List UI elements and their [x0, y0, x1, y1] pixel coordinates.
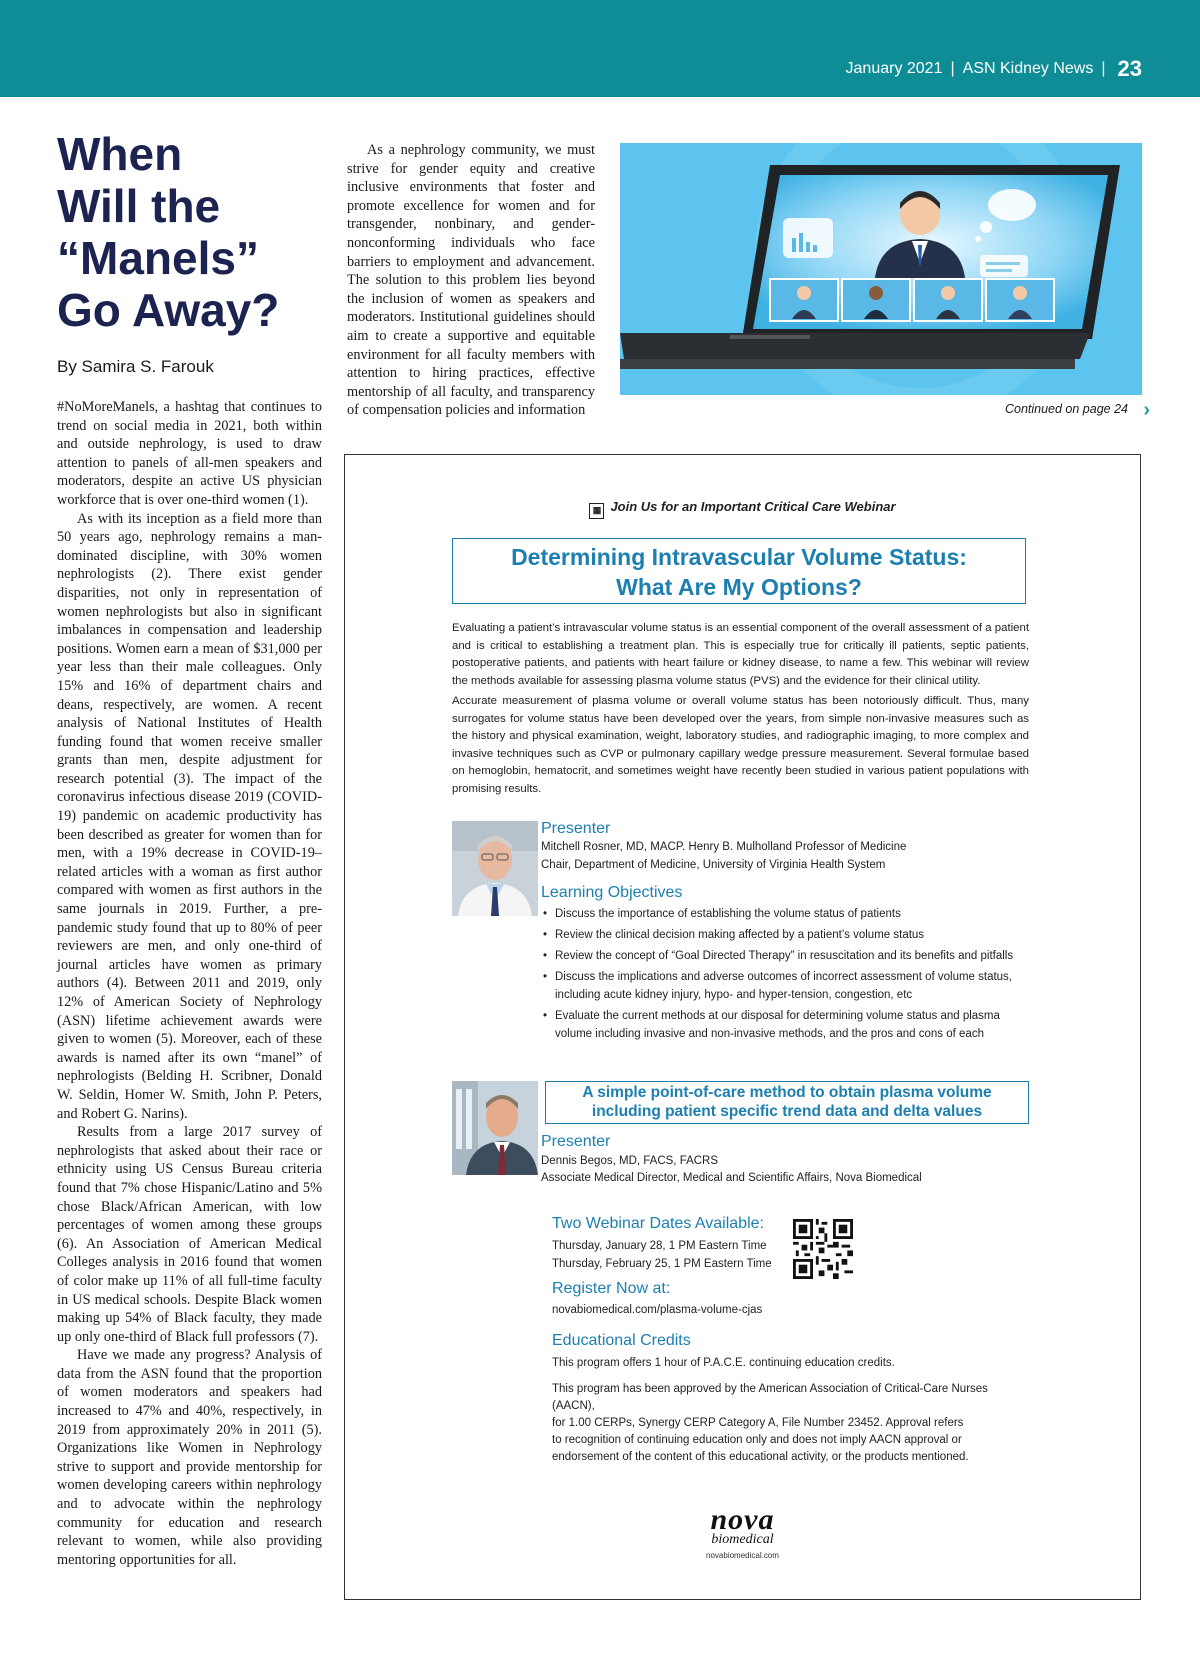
page-number: 23	[1117, 56, 1142, 81]
credits-text: This program has been approved by the American Association of Critical-Care Nurses	[552, 1383, 988, 1395]
logo-word: nova	[710, 1503, 775, 1536]
byline: By Samira S. Farouk	[57, 357, 214, 376]
presenter-affiliation: Chair, Department of Medicine, University of Virginia Health System	[541, 859, 886, 871]
presenter-photo	[452, 1081, 538, 1175]
presenter-affiliation: Associate Medical Director, Medical and Scientific Affairs, Nova Biomedical	[541, 1172, 922, 1184]
logo-url: novabiomedical.com	[706, 1551, 779, 1560]
highlight-line: including patient specific trend data and delta values	[591, 1103, 983, 1120]
credits-text: endorsement of the content of this educational activity, or the products mentioned.	[552, 1451, 969, 1463]
list-item: • Review the clinical decision making affected by a patient’s volume status	[541, 927, 1033, 945]
calendar-icon: ▦	[589, 503, 604, 519]
paragraph: Results from a large 2017 survey of nephrologists that asked about their race or ethnicity using US Census Bureau criteria found that 7% chose Hispanic/Latino and 5% chose Black/African American, with low percentages of women among these groups (6). An Association of American Medical Colleges analysis in 2016 found that women of color make up 11% of all full-time faculty in US medical schools. Despite Black women making up 54% of Black faculty, they made up only one-third of Black full professors (7).	[57, 1124, 322, 1345]
presenter-heading: Presenter	[541, 820, 611, 837]
join-text: Join Us for an Important Critical Care Webinar	[610, 499, 896, 514]
ad-intro-paragraph: Accurate measurement of plasma volume or overall volume status has been notoriously difficult. Thus, many surrogates for volume status have been developed over the years, from simple non-invasive measures such as the history and physical examination, weight, laboratory studies, and radiographic imaging, to more complex and invasive techniques such as CVP or pulmonary capillary wedge pressure measurement. Several formulae based on hemoglobin, hematocrit, and sometimes weight have recently been studied in various patient populations with promising results.	[452, 695, 1029, 795]
laptop-video-conference-illustration	[620, 143, 1142, 395]
chevron-right-icon: ›	[1143, 399, 1150, 421]
webinar-advertisement	[344, 454, 1141, 1600]
credits-text: for 1.00 CERPs, Synergy CERP Category A, File Number 23452. Approval refers	[552, 1417, 964, 1429]
logo-subtitle: biomedical	[711, 1532, 774, 1547]
title-line: “Manels”	[57, 232, 259, 284]
credits-text: to recognition of continuing education only and does not imply AACN approval or	[552, 1434, 962, 1446]
ad-intro-paragraph: Evaluating a patient’s intravascular volume status is an essential component of the overall assessment of a patient and is critical to establishing a treatment plan. This is especially true for critically ill patients, septic patients, postoperative patients, and patients with heart failure or kidney disease, to name a few. This webinar will review the methods available for assessing plasma volume status (PVS) and the evidence for their clinical utility.	[452, 622, 1029, 687]
register-url-link[interactable]: novabiomedical.com/plasma-volume-cjas	[552, 1304, 763, 1316]
dates-heading: Two Webinar Dates Available:	[552, 1215, 764, 1232]
paragraph: Have we made any progress? Analysis of data from the ASN found that the proportion of women moderators and speakers had increased to 47% and 40%, respectively, in 2019 from approximately 20% in 2011 (5). Organizations like Women in Nephrology strive to support and provide mentorship for women developing careers within nephrology and to advocate within the nephrology community for education and research relevant to women, while also providing mentoring opportunities for all.	[57, 1347, 322, 1568]
ad-title-line: Determining Intravascular Volume Status:	[511, 544, 967, 570]
continued-link[interactable]: Continued on page 24	[1004, 402, 1128, 416]
list-item: • Evaluate the current methods at our disposal for determining volume status and plasma volume including invasive and non-invasive methods, and the pros and cons of each	[541, 1008, 1033, 1043]
presenter-heading: Presenter	[541, 1133, 611, 1150]
publication-name: ASN Kidney News	[962, 60, 1094, 77]
credits-text: This program offers 1 hour of P.A.C.E. continuing education credits.	[552, 1357, 895, 1369]
list-item: • Discuss the importance of establishing the volume status of patients	[541, 906, 1033, 924]
ad-title-line: What Are My Options?	[616, 574, 862, 600]
webinar-date: Thursday, February 25, 1 PM Eastern Time	[552, 1258, 772, 1270]
highlight-line: A simple point-of-care method to obtain plasma volume	[582, 1084, 992, 1101]
list-item: • Review the concept of “Goal Directed Therapy” in resuscitation and its benefits and pitfalls	[541, 948, 1033, 966]
objectives-heading: Learning Objectives	[541, 884, 683, 901]
laptop-icon	[620, 143, 1142, 395]
paragraph: #NoMoreManels, a hashtag that continues to trend on social media in 2021, both within and outside nephrology, is used to draw attention to panels of all-men speakers and moderators, despite an active US physician workforce that is over one-third women (1).	[57, 399, 322, 508]
article-column-1	[57, 398, 322, 1569]
credits-heading: Educational Credits	[552, 1332, 691, 1349]
title-line: When	[57, 128, 183, 180]
article-column-2	[347, 141, 595, 420]
presenter-name: Dennis Begos, MD, FACS, FACRS	[541, 1155, 719, 1167]
method-highlight-box	[545, 1081, 1029, 1124]
presenter-photo	[452, 821, 538, 916]
title-line: Go Away?	[57, 284, 280, 336]
ad-title-box	[452, 538, 1026, 604]
presenter-name: Mitchell Rosner, MD, MACP. Henry B. Mulholland Professor of Medicine	[541, 841, 907, 853]
article-title	[57, 128, 347, 336]
separator: |	[1101, 60, 1106, 77]
paragraph: As with its inception as a field more than 50 years ago, nephrology remains a man-dominated discipline, with 30% women nephrologists (2). There exist gender disparities, not only in representation of women nephrologists but also in significant imbalances in compensation and leadership positions. Women earn a mean of $31,000 per year less than their male colleagues. Only 15% and 16% of department chairs and deans, respectively, are women. A recent analysis of National Institutes of Health funding found that women receive smaller grants than men, despite adjustment for research potential (3). The impact of the coronavirus infectious disease 2019 (COVID-19) pandemic on academic productivity has been described as greater for women than for men, with a 19% decrease in COVID-19–related articles with a woman as first author compared with women as first authors in the same journals in 2019. Further, a pre-pandemic study found that up to 80% of peer reviewers are men, and only one-third of journal articles have women as primary authors (4). Between 2011 and 2019, only 12% of American Society of Nephrology (ASN) lifetime achievement awards were given to women (5). Moreover, each of these awards is named after its own “manel” of nephrologists (Belding H. Scribner, Donald W. Seldin, Homer W. Smith, John P. Peters, and Robert G. Narins).	[57, 510, 322, 1122]
issue-date: January 2021	[845, 60, 943, 77]
issue-info	[846, 56, 1142, 82]
list-item: • Discuss the implications and adverse outcomes of incorrect assessment of volume status, including acute kidney injury, hypo- and hyper-tension, congestion, etc	[541, 969, 1033, 1004]
presenter-portrait-icon	[452, 821, 538, 916]
objectives-list	[541, 906, 1033, 1047]
register-heading: Register Now at:	[552, 1280, 671, 1297]
credits-text: (AACN),	[552, 1400, 595, 1412]
paragraph: As a nephrology community, we must strive for gender equity and creative inclusive environments that foster and promote excellence for women and for transgender, nonbinary, and gender-nonconforming individuals who face barriers to employment and advancement. The solution to this problem lies beyond the inclusion of women as speakers and moderators. Institutional guidelines should aim to create a supportive and equitable environment for all faculty members with attention to hiring practices, effective mentorship of all faculty, and transparency of compensation policies and information	[347, 142, 595, 419]
title-line: Will the	[57, 180, 221, 232]
qr-code-icon[interactable]	[793, 1219, 853, 1279]
presenter-portrait-icon	[452, 1081, 538, 1175]
nova-biomedical-logo	[345, 1503, 1140, 1560]
header-banner	[0, 0, 1200, 97]
webinar-date: Thursday, January 28, 1 PM Eastern Time	[552, 1240, 767, 1252]
separator: |	[950, 60, 955, 77]
ad-join-line	[345, 499, 1140, 519]
